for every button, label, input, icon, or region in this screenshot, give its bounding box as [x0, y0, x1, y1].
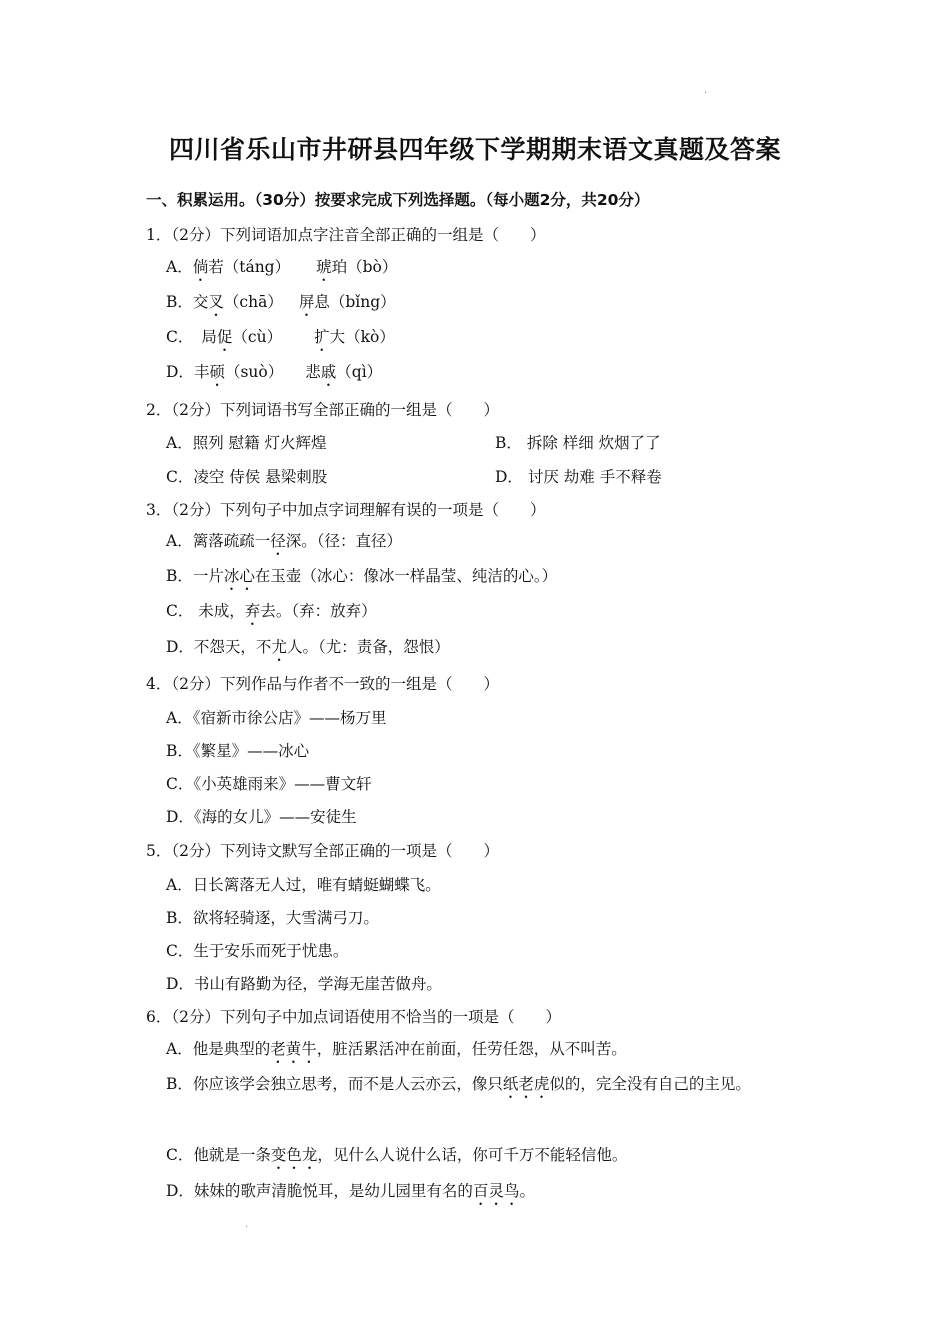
q2-option-d: D． 讨厌 劫难 手不释卷: [495, 468, 662, 486]
q1-c-text-2: 大（kò）: [329, 328, 395, 346]
q3-b-pre: B．一片: [166, 567, 224, 585]
q6-a-post: ，脏活累活冲在前面，任劳任怨，从不叫苦。: [316, 1040, 627, 1058]
q3-d-post: 人。（尤：责备，怨恨）: [286, 638, 450, 656]
q6-option-b: [166, 1072, 751, 1102]
q1-b-text-1: （chā）: [223, 293, 283, 311]
q3-c-dotted: 弃: [244, 602, 261, 620]
q1-c-dotted-2: 扩: [314, 328, 330, 346]
q4-option-b: B．《繁星》——冰心: [166, 742, 310, 760]
q1-b-dotted-1: 叉: [208, 293, 224, 311]
question-3-stem: 3．（2分）下列句子中加点字词理解有误的一项是（ ）: [146, 501, 546, 519]
q1-c-text-1: （cù）: [232, 328, 283, 346]
q6-d-dotted: 百灵鸟: [472, 1182, 520, 1200]
q6-d-pre: D．妹妹的歌声清脆悦耳，是幼儿园里有名的: [166, 1182, 473, 1200]
q6-d-post: 。: [519, 1182, 535, 1200]
q3-b-post: 在玉壶（冰心：像冰一样晶莹、纯洁的心。）: [254, 567, 558, 585]
q1-option-d: [166, 360, 382, 390]
q6-c-pre: C．他就是一条: [166, 1146, 271, 1164]
q1-b-dotted-2: 屏: [298, 293, 315, 311]
q1-a-text-2: 珀（bò）: [331, 258, 398, 276]
q2-option-a: A．照列 慰籍 灯火辉煌: [166, 434, 327, 452]
q3-c-pre: C． 未成，: [166, 602, 245, 620]
q3-option-a: [166, 529, 402, 559]
q6-c-dotted: 变色龙: [270, 1146, 318, 1164]
q1-option-b: [166, 290, 396, 320]
q1-c-text-1a: 局: [201, 328, 217, 346]
q5-option-c: C．生于安乐而死于忧患。: [166, 942, 349, 960]
q6-b-dotted: 纸老虎: [502, 1075, 550, 1093]
q1-d-text-2a: 悲: [305, 363, 321, 381]
q3-c-post: 去。（弃：放弃）: [260, 602, 377, 620]
q6-c-post: ，见什么人说什么话，你可千万不能轻信他。: [317, 1146, 628, 1164]
q1-d-dotted-2: 戚: [320, 363, 337, 381]
q3-a-dotted: 径: [270, 532, 286, 550]
q1-a-text-1: 若（táng）: [208, 258, 291, 276]
q3-a-post: 深。（径：直径）: [285, 532, 402, 550]
q1-option-c: [166, 325, 395, 355]
q6-b-pre: B．你应该学会独立思考，而不是人云亦云，像只: [166, 1075, 503, 1093]
question-5-stem: 5．（2分）下列诗文默写全部正确的一项是（ ）: [146, 842, 499, 860]
q3-option-d: [166, 635, 450, 665]
q1-d-text-1a: 丰: [193, 363, 210, 381]
q2-option-c: C．凌空 侍侯 悬梁刺股: [166, 468, 328, 486]
q6-option-d: [166, 1179, 535, 1209]
q1-d-text-2: （qì）: [336, 363, 383, 381]
header-mark: ·: [704, 88, 708, 99]
page-title: 四川省乐山市井研县四年级下学期期末语文真题及答案: [168, 135, 781, 164]
question-4-stem: 4．（2分）下列作品与作者不一致的一组是（ ）: [146, 675, 499, 693]
q4-option-a: A．《宿新市徐公店》——杨万里: [166, 709, 387, 727]
q2-option-b: B． 拆除 样细 炊烟了了: [495, 434, 661, 452]
q6-a-pre: A．他是典型的: [166, 1040, 271, 1058]
q1-b-prefix: B．: [166, 293, 193, 311]
question-6-stem: 6．（2分）下列句子中加点词语使用不恰当的一项是（ ）: [146, 1008, 561, 1026]
q1-c-dotted-1: 促: [216, 328, 233, 346]
q3-b-dotted: 冰心: [223, 567, 255, 585]
question-2-stem: 2．（2分）下列词语书写全部正确的一组是（ ）: [146, 401, 499, 419]
q1-a-dotted-1: 倘: [192, 258, 209, 276]
q1-d-prefix: D．: [166, 363, 194, 381]
q4-option-c: C．《小英雄雨来》——曹文轩: [166, 775, 372, 793]
q6-option-c: [166, 1143, 627, 1173]
q4-option-d: D．《海的女儿》——安徒生: [166, 808, 357, 826]
q1-d-dotted-1: 硕: [209, 363, 225, 381]
q1-option-a: [166, 255, 397, 285]
q3-option-b: [166, 564, 557, 594]
q1-b-text-2: 息（bǐng）: [314, 293, 396, 311]
q1-a-prefix: A．: [166, 258, 193, 276]
q5-option-a: A．日长篱落无人过，唯有蜻蜓蝴蝶飞。: [166, 876, 441, 894]
q6-a-dotted: 老黄牛: [270, 1040, 317, 1058]
q6-option-a: [166, 1037, 627, 1067]
q1-b-text-1a: 交: [192, 293, 209, 311]
q1-d-text-1: （suò）: [224, 363, 284, 381]
footer-mark: ·: [245, 1222, 249, 1233]
question-1-stem: 1．（2分）下列词语加点字注音全部正确的一组是（ ）: [146, 226, 546, 244]
q5-option-d: D．书山有路勤为径，学海无崖苦做舟。: [166, 975, 442, 993]
q5-option-b: B．欲将轻骑逐，大雪满弓刀。: [166, 909, 379, 927]
q1-c-prefix: C．: [166, 328, 194, 346]
q6-b-post: 似的，完全没有自己的主见。: [549, 1075, 751, 1093]
q1-a-dotted-2: 琥: [316, 258, 332, 276]
q3-option-c: [166, 599, 377, 629]
q3-d-dotted: 尤: [271, 638, 287, 656]
q3-a-pre: A．篱落疏疏一: [166, 532, 271, 550]
q3-d-pre: D．不怨天，不: [166, 638, 272, 656]
section-heading: 一、积累运用。（30分）按要求完成下列选择题。（每小题2分，共20分）: [146, 191, 650, 209]
